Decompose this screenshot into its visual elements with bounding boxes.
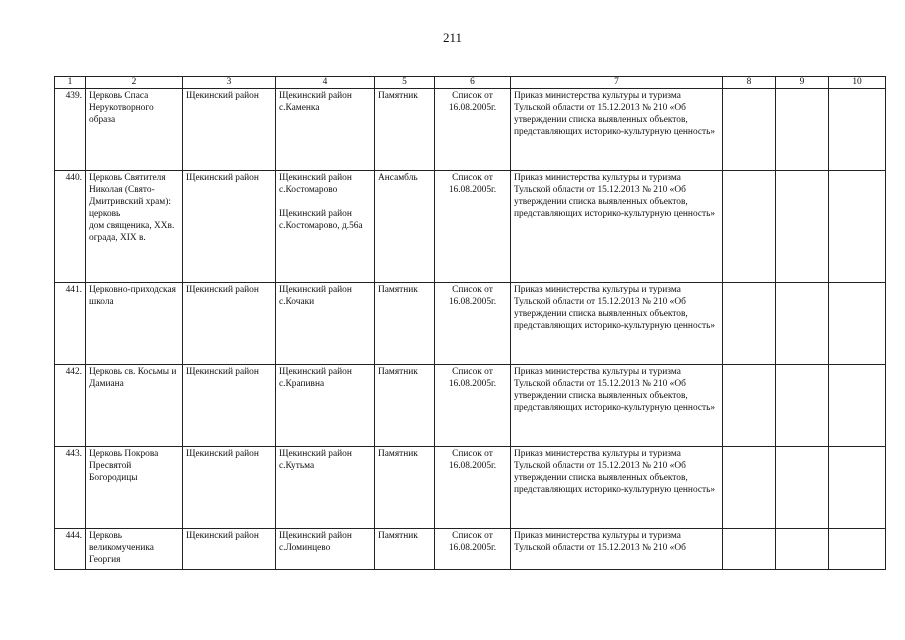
- address: Щекинский район с.Костомарово: [279, 173, 352, 195]
- column-number: 8: [723, 77, 776, 89]
- list-reference: Список от 16.08.2005г.: [435, 365, 511, 447]
- empty-cell: [776, 529, 829, 570]
- table-row: [55, 89, 886, 171]
- category: Памятник: [375, 89, 435, 171]
- row-number: 439.: [55, 89, 86, 171]
- district: Щекинский район: [183, 171, 276, 283]
- column-number: 1: [55, 77, 86, 89]
- district: Щекинский район: [183, 283, 276, 365]
- list-reference: Список от 16.08.2005г.: [435, 89, 511, 171]
- address-cell: [276, 447, 375, 529]
- list-reference: Список от 16.08.2005г.: [435, 283, 511, 365]
- empty-cell: [723, 447, 776, 529]
- table-row: [55, 447, 886, 529]
- column-number-row: [55, 77, 886, 89]
- list-reference: Список от 16.08.2005г.: [435, 529, 511, 570]
- address: Щекинский район с.Крапивна: [279, 367, 352, 389]
- empty-cell: [776, 365, 829, 447]
- object-name: Церковь Святителя Николая (Свято-Дмитривский храм): церковь дом священика, XXв. ограда, XIX в.: [86, 171, 183, 283]
- row-number: 442.: [55, 365, 86, 447]
- order-reference: Приказ министерства культуры и туризма Тульской области от 15.12.2013 № 210 «Об утверждении списка выявленных объектов, представляющих историко-культурную ценность»: [511, 447, 723, 529]
- address: Щекинский район с.Кочаки: [279, 285, 352, 307]
- district: Щекинский район: [183, 447, 276, 529]
- empty-cell: [829, 283, 886, 365]
- address-secondary: Щекинский район с.Костомарово, д.56а: [279, 209, 363, 231]
- address: Щекинский район с.Каменка: [279, 91, 352, 113]
- category: Памятник: [375, 529, 435, 570]
- empty-cell: [829, 447, 886, 529]
- empty-cell: [723, 89, 776, 171]
- empty-cell: [829, 365, 886, 447]
- object-name: Церковь Спаса Нерукотворного образа: [86, 89, 183, 171]
- list-reference: Список от 16.08.2005г.: [435, 447, 511, 529]
- order-reference: Приказ министерства культуры и туризма Тульской области от 15.12.2013 № 210 «Об утверждении списка выявленных объектов, представляющих историко-культурную ценность»: [511, 89, 723, 171]
- row-number: 443.: [55, 447, 86, 529]
- empty-cell: [776, 283, 829, 365]
- category: Памятник: [375, 365, 435, 447]
- page-number: 211: [442, 30, 463, 45]
- empty-cell: [829, 89, 886, 171]
- district: Щекинский район: [183, 529, 276, 570]
- address-cell: [276, 365, 375, 447]
- address: Щекинский район с.Кутьма: [279, 449, 352, 471]
- address-cell: [276, 171, 375, 283]
- table-row: [55, 283, 886, 365]
- empty-cell: [723, 365, 776, 447]
- column-number: 4: [276, 77, 375, 89]
- table-row: [55, 171, 886, 283]
- object-name: Церковь св. Косьмы и Дамиана: [86, 365, 183, 447]
- column-number: 5: [375, 77, 435, 89]
- district: Щекинский район: [183, 89, 276, 171]
- column-number: 9: [776, 77, 829, 89]
- empty-cell: [829, 171, 886, 283]
- column-number: 3: [183, 77, 276, 89]
- address-cell: [276, 283, 375, 365]
- row-number: 441.: [55, 283, 86, 365]
- district: Щекинский район: [183, 365, 276, 447]
- column-number: 7: [511, 77, 723, 89]
- order-reference: Приказ министерства культуры и туризма Тульской области от 15.12.2013 № 210 «Об утверждении списка выявленных объектов, представляющих историко-культурную ценность»: [511, 171, 723, 283]
- empty-cell: [723, 171, 776, 283]
- order-reference: Приказ министерства культуры и туризма Тульской области от 15.12.2013 № 210 «Об утверждении списка выявленных объектов, представляющих историко-культурную ценность»: [511, 283, 723, 365]
- order-reference: Приказ министерства культуры и туризма Тульской области от 15.12.2013 № 210 «Об: [511, 529, 723, 570]
- address-cell: [276, 529, 375, 570]
- empty-cell: [829, 529, 886, 570]
- empty-cell: [776, 447, 829, 529]
- column-number: 2: [86, 77, 183, 89]
- column-number: 10: [829, 77, 886, 89]
- list-reference: Список от 16.08.2005г.: [435, 171, 511, 283]
- category: Памятник: [375, 447, 435, 529]
- object-name: Церковно-приходская школа: [86, 283, 183, 365]
- address: Щекинский район с.Ломинцево: [279, 531, 352, 553]
- empty-cell: [776, 171, 829, 283]
- empty-cell: [723, 283, 776, 365]
- address-cell: [276, 89, 375, 171]
- row-number: 444.: [55, 529, 86, 570]
- empty-cell: [776, 89, 829, 171]
- table-row: [55, 529, 886, 570]
- order-reference: Приказ министерства культуры и туризма Тульской области от 15.12.2013 № 210 «Об утверждении списка выявленных объектов, представляющих историко-культурную ценность»: [511, 365, 723, 447]
- heritage-registry-table: [54, 76, 886, 570]
- category: Ансамбль: [375, 171, 435, 283]
- column-number: 6: [435, 77, 511, 89]
- object-name: Церковь великомученика Георгия: [86, 529, 183, 570]
- table-row: [55, 365, 886, 447]
- empty-cell: [723, 529, 776, 570]
- row-number: 440.: [55, 171, 86, 283]
- object-name: Церковь Покрова Пресвятой Богородицы: [86, 447, 183, 529]
- category: Памятник: [375, 283, 435, 365]
